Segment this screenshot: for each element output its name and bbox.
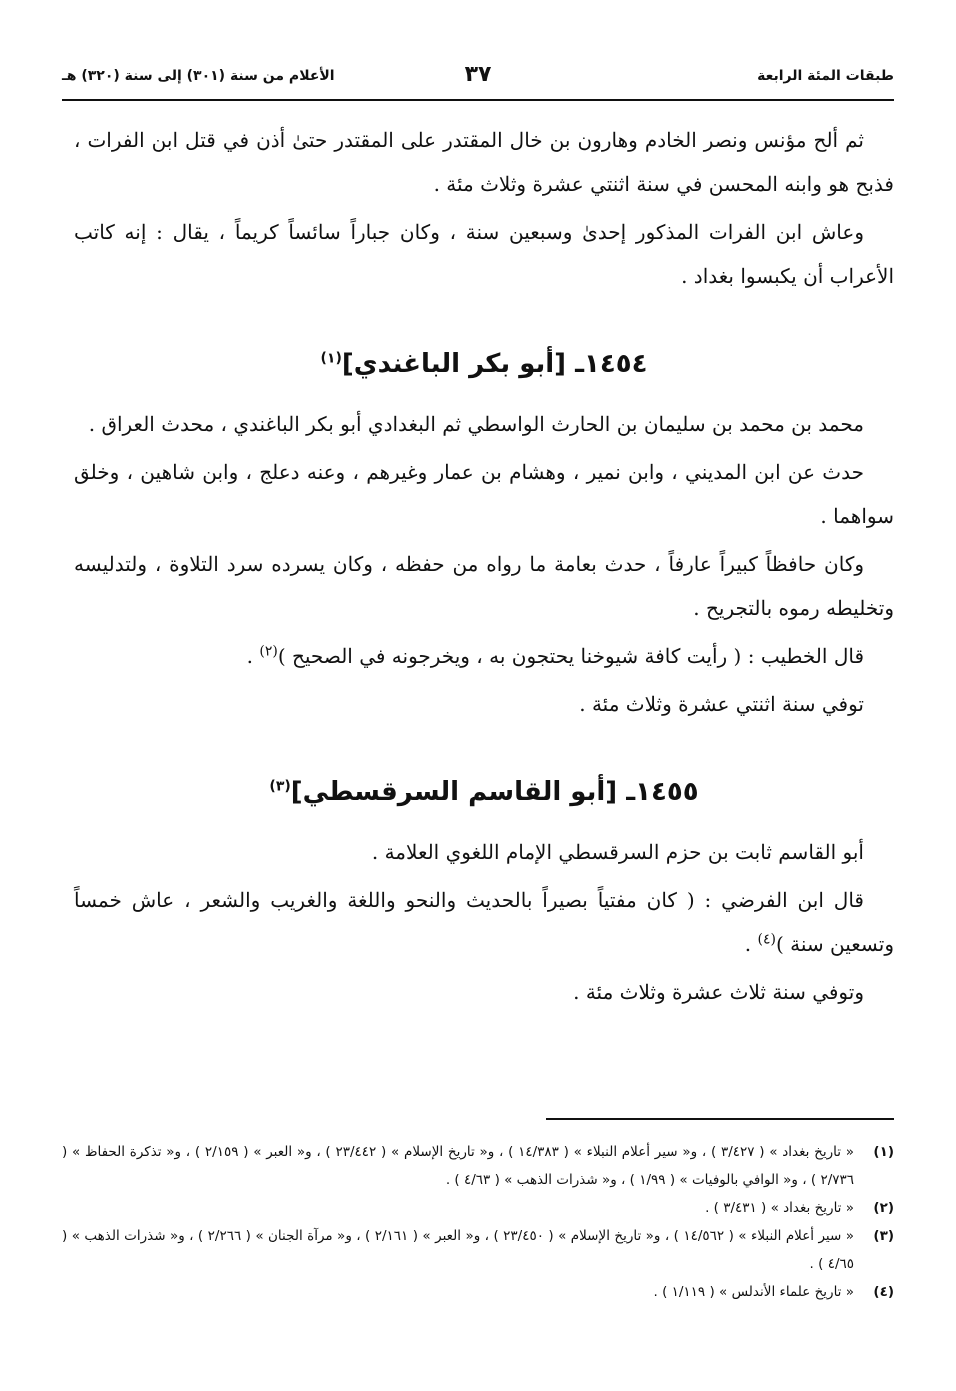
faradi-quote-end: . xyxy=(744,932,758,956)
footnote-4 xyxy=(62,1278,894,1306)
header-divider xyxy=(62,99,894,101)
footnote-text: « تاريخ بغداد » ( ٣/٤٢٧ ) ، و« سير أعلام النبلاء » ( ١٤/٣٨٣ ) ، و« تاريخ الإسلام » ( ٢٣/٤٤٢ ) ، و« العبر » ( ٢/١٥٩ ) ، و« تذكرة الحفاظ » ( ٢/٧٣٦ ) ، و« الوافي بالوفيات » ( ١/٩٩ ) ، و« شذرات الذهب » ( ٤/٦٣ ) . xyxy=(62,1144,854,1188)
footnote-number: (٢) xyxy=(873,1200,894,1216)
entry-1454-paragraph-1: محمد بن محمد بن سليمان بن الحارث الواسطي ثم البغدادي أبو بكر الباغندي ، محدث العراق . xyxy=(88,412,864,436)
khatib-quote: قال الخطيب : ( رأيت كافة شيوخنا يحتجون به ، ويخرجونه في الصحيح ) xyxy=(277,644,864,668)
khatib-quote-end: . xyxy=(246,644,260,668)
page-number: ٣٧ xyxy=(464,62,492,87)
intro-paragraph-2: وعاش ابن الفرات المذكور إحدىٰ وسبعين سنة ، وكان جباراً سائساً كريماً ، يقال : إنه كاتب الأعراب أن يكبسوا بغداد . xyxy=(74,220,894,288)
main-text xyxy=(74,118,894,1018)
intro-paragraph-1: ثم ألح مؤنس ونصر الخادم وهارون بن خال المقتدر على المقتدر حتىٰ أذن في قتل ابن الفرات ، فذبح هو وابنه المحسن في سنة اثنتي عشرة وثلاث مئة . xyxy=(74,128,894,196)
entry-heading-1455 xyxy=(74,772,894,812)
footnote-ref-1: (١) xyxy=(320,350,342,367)
entry-1454-paragraph-2: حدث عن ابن المديني ، وابن نمير ، وهشام بن عمار وغيرهم ، وعنه دعلج ، وابن شاهين ، وخلق سواهما . xyxy=(74,460,894,528)
footnote-ref-4: (٤) xyxy=(757,931,776,948)
entry-1454-paragraph-3: وكان حافظاً كبيراً عارفاً ، حدث بعامة ما رواه من حفظه ، وكان يسرده سرد التلاوة ، ولتدليسه وتخليطه رموه بالتجريح . xyxy=(74,552,894,620)
footnote-text: « تاريخ علماء الأندلس » ( ١/١١٩ ) . xyxy=(653,1284,854,1300)
entry-1455-paragraph-1: أبو القاسم ثابت بن حزم السرقسطي الإمام اللغوي العلامة . xyxy=(371,840,864,864)
entry-title-1455: ١٤٥٥ـ [أبو القاسم السرقسطي] xyxy=(290,777,699,807)
entry-1455-paragraph-3: وتوفي سنة ثلاث عشرة وثلاث مئة . xyxy=(573,980,864,1004)
entry-1454-paragraph-4 xyxy=(74,634,894,678)
footnote-number: (٤) xyxy=(873,1284,894,1300)
header-section-range: الأعلام من سنة (٣٠١) إلى سنة (٣٢٠) هـ xyxy=(62,68,335,84)
footnote-ref-3: (٣) xyxy=(269,778,291,795)
footnote-1 xyxy=(62,1138,894,1194)
footnote-text: « تاريخ بغداد » ( ٣/٤٣١ ) . xyxy=(705,1200,854,1216)
footnote-divider xyxy=(546,1118,894,1120)
footnote-number: (٣) xyxy=(873,1228,894,1244)
footnote-2 xyxy=(62,1194,894,1222)
footnotes xyxy=(62,1138,894,1306)
entry-heading-1454 xyxy=(74,344,894,384)
entry-1454-paragraph-5: توفي سنة اثنتي عشرة وثلاث مئة . xyxy=(579,692,864,716)
footnote-text: « سير أعلام النبلاء » ( ١٤/٥٦٢ ) ، و« تاريخ الإسلام » ( ٢٣/٤٥٠ ) ، و« العبر » ( ٢/١٦١ ) ، و« مرآة الجنان » ( ٢/٢٦٦ ) ، و« شذرات الذهب » ( ٤/٦٥ ) . xyxy=(62,1228,854,1272)
footnote-ref-2: (٢) xyxy=(259,643,278,660)
running-header xyxy=(62,62,894,102)
footnote-number: (١) xyxy=(873,1144,894,1160)
header-book-title: طبقات المئة الرابعة xyxy=(757,68,894,84)
entry-1455-paragraph-2 xyxy=(74,878,894,966)
entry-title-1454: ١٤٥٤ـ [أبو بكر الباغندي] xyxy=(341,349,648,379)
faradi-quote: قال ابن الفرضي : ( كان مفتياً بصيراً بالحديث والنحو واللغة والغريب والشعر ، عاش خمساً وتسعين سنة ) xyxy=(74,888,894,956)
footnote-3 xyxy=(62,1222,894,1278)
